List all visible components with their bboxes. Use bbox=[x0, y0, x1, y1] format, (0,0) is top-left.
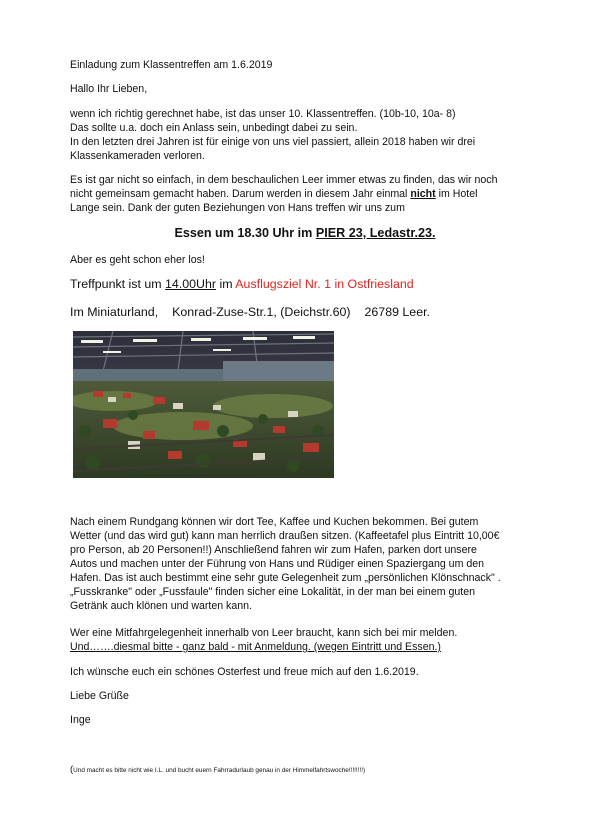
greeting: Hallo Ihr Lieben, bbox=[70, 83, 148, 95]
address-street: Konrad-Zuse-Str.1, (Deichstr.60) bbox=[172, 305, 351, 319]
regards: Liebe Grüße bbox=[70, 690, 129, 702]
para3-line1: Nach einem Rundgang können wir dort Tee, Kaffee und Kuchen bekommen. Bei gutem bbox=[70, 516, 479, 528]
signature: Inge bbox=[70, 714, 91, 726]
closing-wish: Ich wünsche euch ein schönes Osterfest und freue mich auf den 1.6.2019. bbox=[70, 666, 419, 678]
meeting-time: 14.00Uhr bbox=[165, 277, 217, 291]
para3-line3: pro Person, ab 20 Personen!!) Anschließend fahren wir zum Hafen, parken dort unsere bbox=[70, 544, 477, 556]
para4-line1: Wer eine Mitfahrgelegenheit innerhalb von Leer braucht, kann sich bei mir melden. bbox=[70, 627, 458, 639]
para3-line5: Hafen. Das ist auch bestimmt eine sehr gute Gelegenheit zum „persönlichen Klönschnack" . bbox=[70, 572, 501, 584]
meeting-mid: im bbox=[216, 277, 236, 291]
para1-line4: Klassenkameraden verloren. bbox=[70, 150, 205, 162]
meeting-line bbox=[70, 277, 540, 292]
para1-line2: Das sollte u.a. doch ein Anlass sein, unbedingt dabei zu sein. bbox=[70, 122, 358, 134]
para2-line1: Es ist gar nicht so einfach, in dem beschaulichen Leer immer etwas zu finden, das wir noch bbox=[70, 174, 498, 186]
footnote-paren: ( bbox=[70, 764, 74, 775]
para3-line7: Getränk auch klönen und warten kann. bbox=[70, 600, 252, 612]
pier-link[interactable]: PIER 23, Ledastr.23. bbox=[315, 226, 436, 240]
meeting-label: Treffpunkt ist um bbox=[70, 277, 166, 291]
footnote bbox=[70, 766, 365, 775]
highlight-destination: Ausflugsziel Nr. 1 in Ostfriesland bbox=[235, 277, 414, 291]
miniaturland-photo bbox=[73, 331, 334, 478]
para3-line6: „Fusskranke" oder „Fussfaule" finden sicher eine Lokalität, in der man bei einem guten bbox=[70, 586, 475, 598]
para2-line2 bbox=[70, 188, 540, 201]
address-city: 26789 Leer. bbox=[364, 305, 430, 319]
para3-line4: Autos und machen unter der Führung von Hans und Rüdiger einen Spaziergang um den bbox=[70, 558, 485, 570]
para4-line2: Und…….diesmal bitte - ganz bald - mit Anmeldung. (wegen Eintritt und Essen.) bbox=[70, 641, 441, 653]
para1-line1: wenn ich richtig gerechnet habe, ist das unser 10. Klassentreffen. (10b-10, 10a- 8) bbox=[70, 108, 456, 120]
para2-line3: Lange sein. Dank der guten Beziehungen von Hans treffen wir uns zum bbox=[70, 202, 405, 214]
para3-line2: Wetter (und das wird gut) kann man herrlich draußen sitzen. (Kaffeetafel plus Eintritt 10,00€ bbox=[70, 530, 500, 542]
para2-line2-before: nicht gemeinsam gemacht haben. Darum werden in diesem Jahr einmal bbox=[70, 188, 411, 200]
early-note: Aber es geht schon eher los! bbox=[70, 254, 205, 266]
emphasis-nicht: nicht bbox=[410, 188, 436, 200]
para2-line2-after: im Hotel bbox=[435, 188, 478, 200]
letter-title: Einladung zum Klassentreffen am 1.6.2019 bbox=[70, 59, 273, 71]
dinner-heading bbox=[70, 227, 540, 240]
address-place: Im Miniaturland, bbox=[70, 305, 159, 319]
footnote-text: Und macht es bitte nicht wie I.L. und bucht euern Fahrradurlaub genau in der Himmelfahrtswoche!!!!!!!!) bbox=[73, 767, 366, 774]
dinner-heading-text: Essen um 18.30 Uhr im bbox=[174, 226, 316, 240]
para1-line3: In den letzten drei Jahren ist für einige von uns viel passiert, allein 2018 haben wir drei bbox=[70, 136, 476, 148]
address-line bbox=[70, 305, 540, 320]
